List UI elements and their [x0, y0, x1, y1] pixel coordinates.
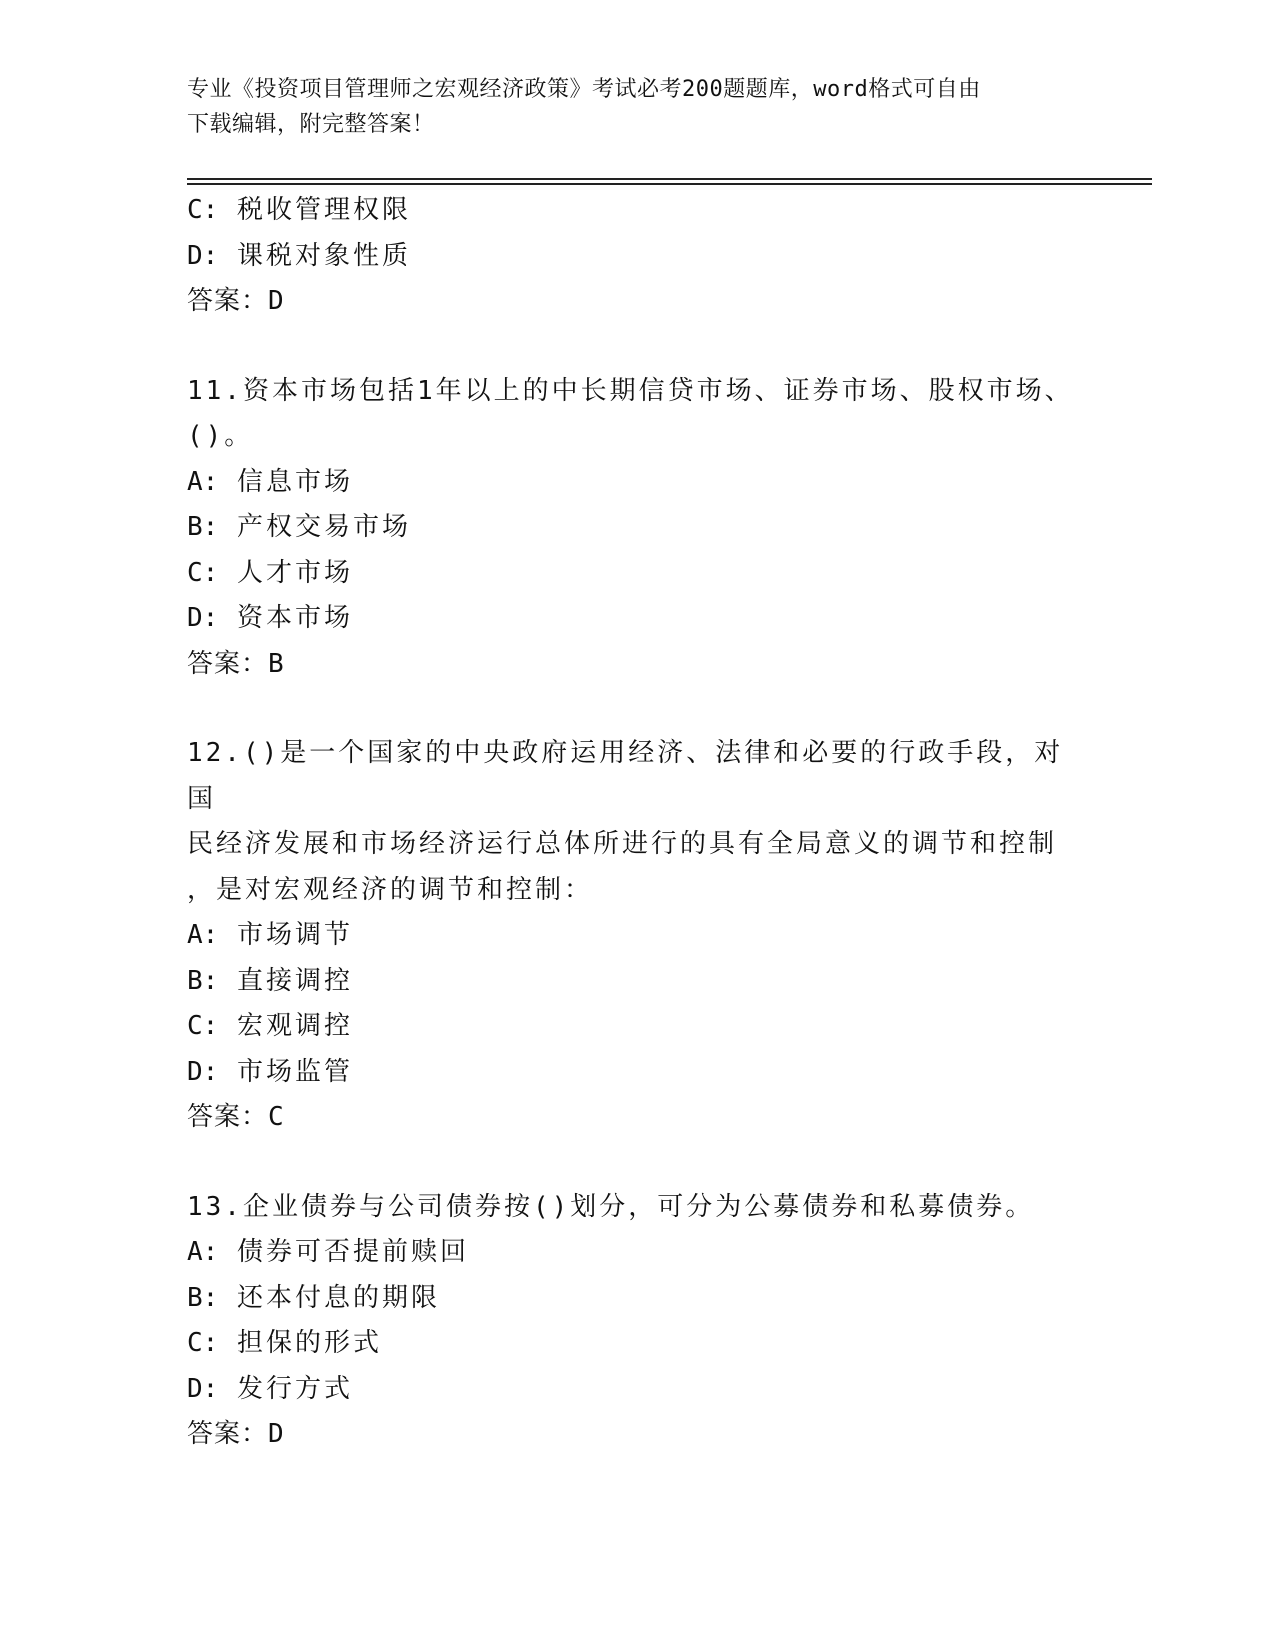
header-rule-top — [187, 178, 1152, 180]
question-continued — [187, 188, 1087, 325]
option-letter: C: — [187, 1328, 219, 1358]
option-d — [187, 1367, 1087, 1413]
option-text: 发行方式 — [236, 1373, 353, 1404]
option-text: 课税对象性质 — [236, 240, 411, 271]
option-a — [187, 460, 1087, 506]
answer-line — [187, 279, 1087, 325]
option-letter: C: — [187, 195, 219, 225]
option-c — [187, 551, 1087, 597]
option-b — [187, 959, 1087, 1005]
question-stem: 12.()是一个国家的中央政府运用经济、法律和必要的行政手段，对国 民经济发展和市场经济运行总体所进行的具有全局意义的调节和控制 ，是对宏观经济的调节和控制： — [187, 738, 1064, 905]
header-line-2: 下载编辑，附完整答案！ — [187, 112, 435, 137]
option-a — [187, 1230, 1087, 1276]
answer-value: B — [268, 648, 285, 679]
option-text: 还本付息的期限 — [236, 1282, 440, 1313]
option-letter: A: — [187, 920, 219, 950]
answer-label: 答案： — [187, 1419, 269, 1449]
answer-label: 答案： — [187, 1102, 269, 1132]
option-letter: A: — [187, 466, 219, 497]
question-stem: 11.资本市场包括1年以上的中长期信贷市场、证券市场、股权市场、 ()。 — [187, 375, 1074, 451]
option-letter: D: — [187, 1056, 219, 1087]
question-13 — [187, 1185, 1087, 1458]
option-c — [187, 1321, 1087, 1367]
option-text: 债券可否提前赎回 — [236, 1237, 469, 1267]
option-letter: B: — [187, 965, 219, 996]
question-stem: 13.企业债券与公司债券按()划分，可分为公募债券和私募债券。 — [187, 1191, 1035, 1222]
option-letter: C: — [187, 557, 219, 588]
option-text: 税收管理权限 — [236, 195, 411, 225]
option-letter: A: — [187, 1237, 219, 1267]
option-letter: D: — [187, 240, 219, 271]
answer-line — [187, 1095, 1087, 1141]
header-rule-bottom — [187, 183, 1152, 185]
question-12 — [187, 731, 1087, 1141]
option-c — [187, 188, 1087, 234]
option-letter: C: — [187, 1011, 219, 1041]
option-b — [187, 505, 1087, 551]
option-text: 资本市场 — [236, 603, 353, 633]
header-line-1: 专业《投资项目管理师之宏观经济政策》考试必考200题题库，word格式可自由 — [187, 77, 981, 102]
option-c — [187, 1004, 1087, 1050]
answer-label: 答案： — [187, 286, 269, 316]
question-11 — [187, 369, 1087, 688]
option-letter: D: — [187, 603, 219, 633]
option-text: 信息市场 — [236, 466, 353, 497]
option-letter: B: — [187, 512, 219, 542]
option-d — [187, 234, 1087, 280]
answer-value: D — [268, 1419, 285, 1449]
question-list — [187, 188, 1087, 1458]
option-text: 市场监管 — [236, 1056, 353, 1087]
option-b — [187, 1276, 1087, 1322]
option-text: 市场调节 — [236, 920, 353, 950]
option-letter: D: — [187, 1373, 219, 1404]
answer-line — [187, 1412, 1087, 1458]
answer-label: 答案： — [187, 648, 269, 679]
answer-line — [187, 642, 1087, 688]
option-letter: B: — [187, 1282, 219, 1313]
option-text: 宏观调控 — [236, 1011, 353, 1041]
answer-value: C — [268, 1102, 285, 1132]
option-d — [187, 596, 1087, 642]
answer-value: D — [268, 286, 285, 316]
option-text: 产权交易市场 — [236, 512, 411, 542]
option-text: 担保的形式 — [236, 1328, 382, 1358]
option-text: 直接调控 — [236, 965, 353, 996]
option-a — [187, 913, 1087, 959]
option-text: 人才市场 — [236, 557, 353, 588]
option-d — [187, 1050, 1087, 1096]
document-header — [187, 72, 1087, 142]
